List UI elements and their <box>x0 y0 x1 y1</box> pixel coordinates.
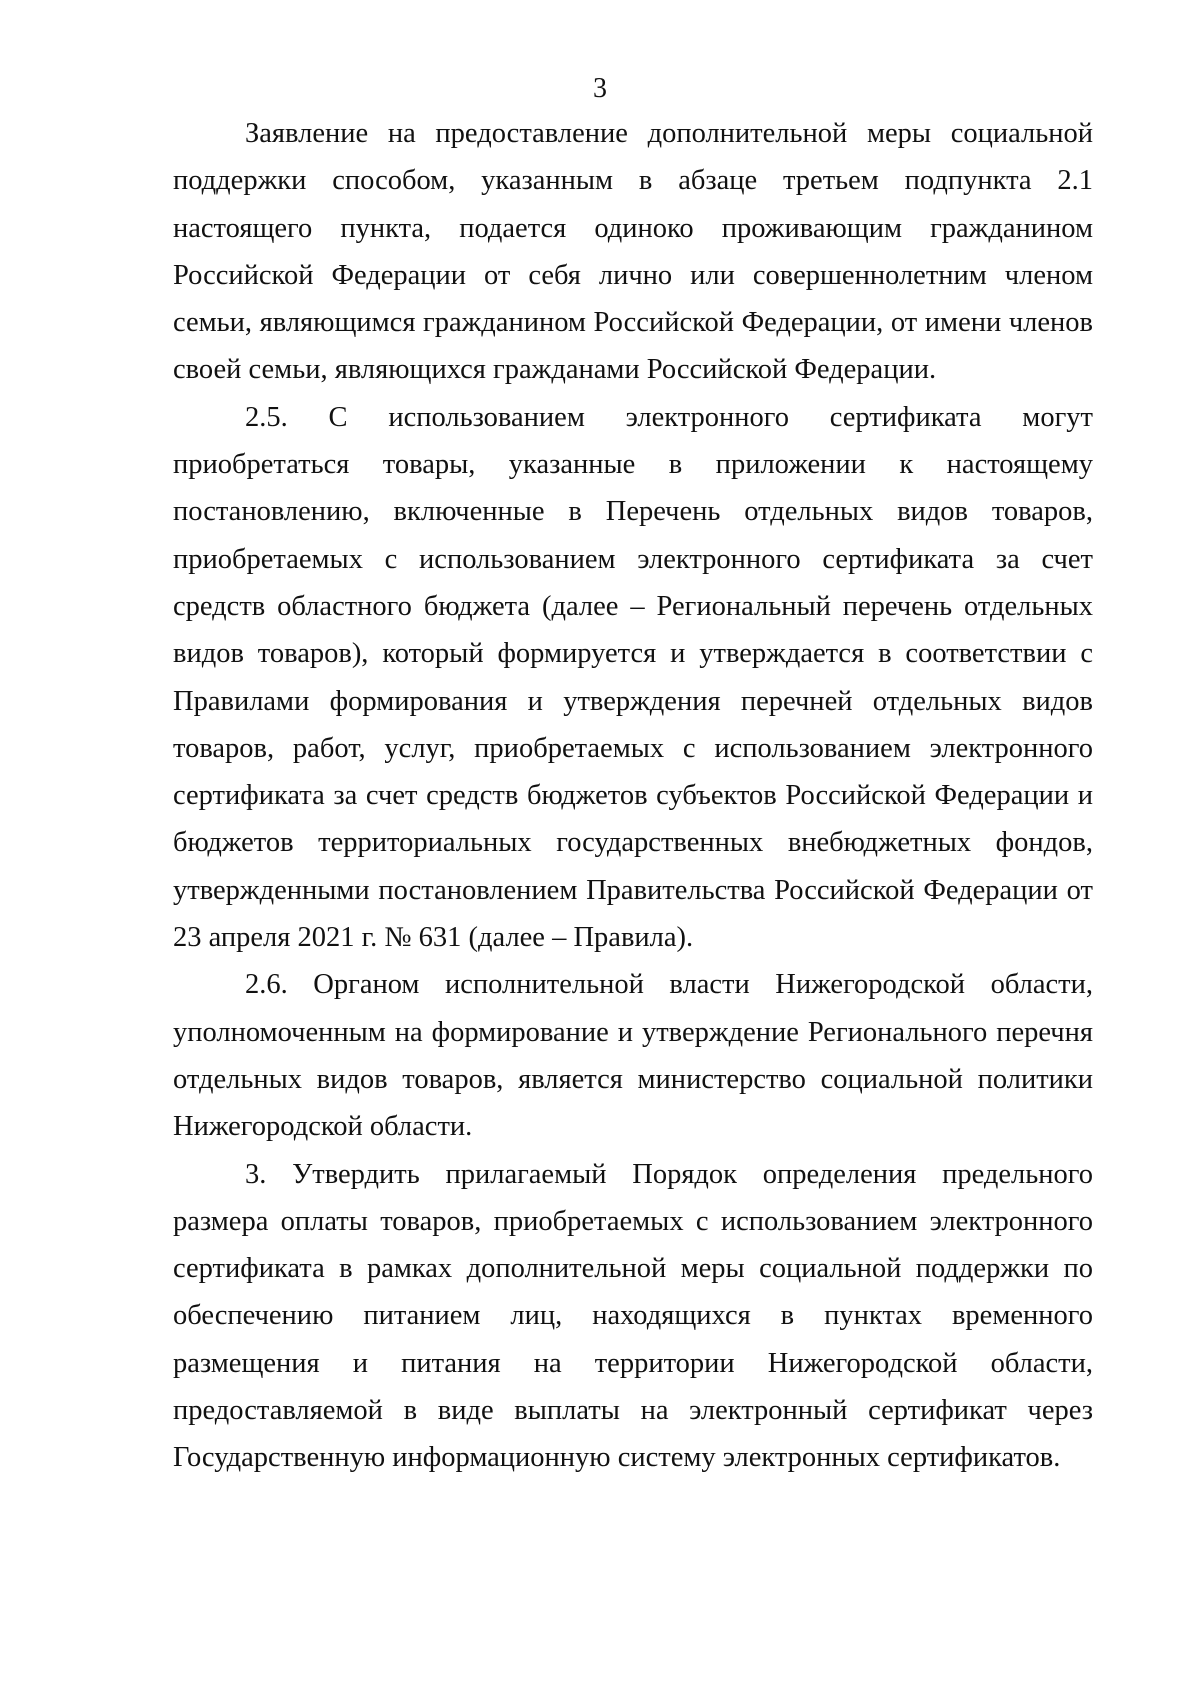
document-body <box>173 110 1093 1482</box>
page-number: 3 <box>593 73 607 104</box>
paragraph-2-6-executive-body: 2.6. Органом исполнительной власти Нижегородской области, уполномоченным на формирование и утверждение Регионального перечня отдельных видов товаров, является министерство социальной политики Нижегородской области. <box>173 969 1093 1143</box>
paragraph-2-5-certificate-goods: 2.5. С использованием электронного сертификата могут приобретаться товары, указанные в приложении к настоящему постановлению, включенные в Перечень отдельных видов товаров, приобретаемых с использованием электронного сертификата за счет средств областного бюджета (далее – Региональный перечень отдельных видов товаров), который формируется и утверждается в соответствии с Правилами формирования и утверждения перечней отдельных видов товаров, работ, услуг, приобретаемых с использованием электронного сертификата за счет средств бюджетов субъектов Российской Федерации и бюджетов территориальных государственных внебюджетных фондов, утвержденными постановлением Правительства Российской Федерации от 23 апреля 2021 г. № 631 (далее – Правила). <box>173 401 1093 954</box>
paragraph-3-approve-procedure: 3. Утвердить прилагаемый Порядок определения предельного размера оплаты товаров, приобретаемых с использованием электронного сертификата в рамках дополнительной меры социальной поддержки по обеспечению питанием лиц, находящихся в пунктах временного размещения и питания на территории Нижегородской области, предоставляемой в виде выплаты на электронный сертификат через Государственную информационную систему электронных сертификатов. <box>173 1158 1093 1474</box>
paragraph-application-method: Заявление на предоставление дополнительной меры социальной поддержки способом, указанным в абзаце третьем подпункта 2.1 настоящего пункта, подается одиноко проживающим гражданином Российской Федерации от себя лично или совершеннолетним членом семьи, являющимся гражданином Российской Федерации, от имени членов своей семьи, являющихся гражданами Российской Федерации. <box>173 118 1093 386</box>
